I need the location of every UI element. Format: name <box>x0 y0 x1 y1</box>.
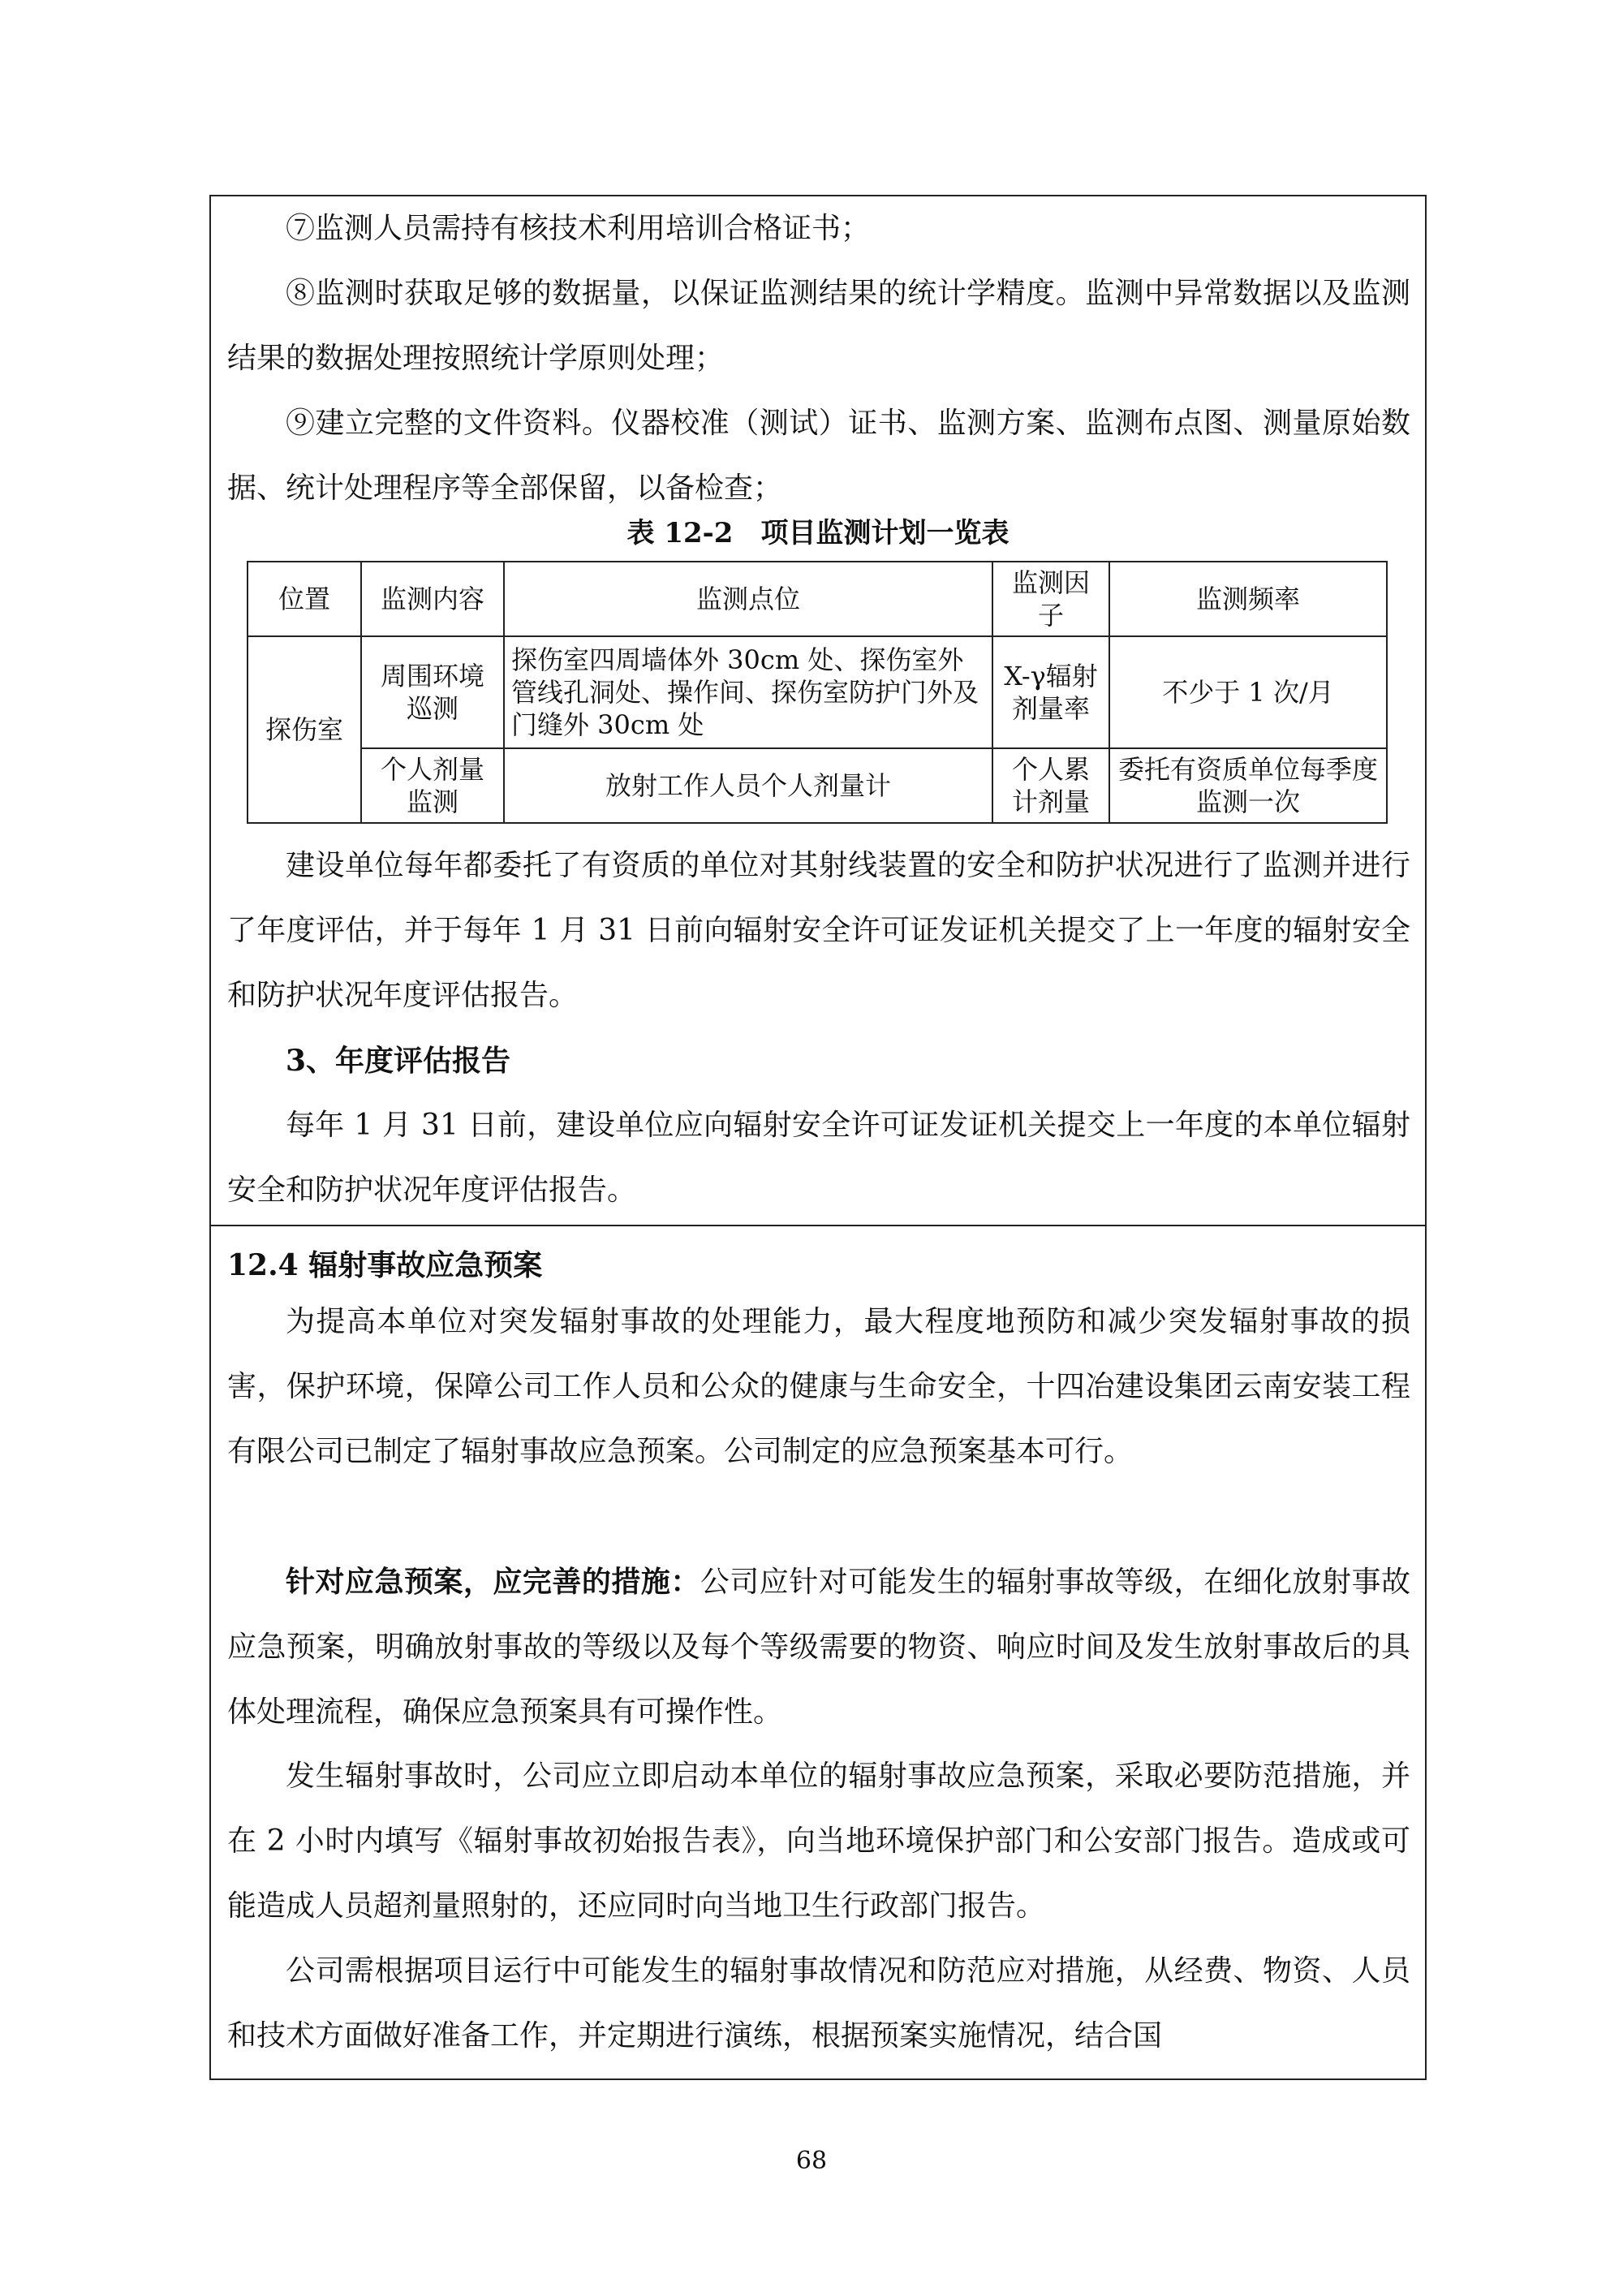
cell-frequency: 不少于 1 次/月 <box>1109 636 1387 748</box>
cell-factor: 个人累计剂量 <box>992 748 1109 823</box>
emergency-paragraph-3: 发生辐射事故时，公司应立即启动本单位的辐射事故应急预案，采取必要防范措施，并在 2 小时内填写《辐射事故初始报告表》，向当地环境保护部门和公安部门报告。造成或可能造成人员超剂量照射的，还应同时向当地卫生行政部门报告。 <box>227 1760 1410 1923</box>
emergency-paragraph-4: 公司需根据项目运行中可能发生的辐射事故情况和防范应对措施，从经费、物资、人员和技术方面做好准备工作，并定期进行演练，根据预案实施情况，结合国 <box>227 1954 1410 2053</box>
cell-points: 放射工作人员个人剂量计 <box>504 748 992 823</box>
cell-points: 探伤室四周墙体外 30cm 处、探伤室外管线孔洞处、操作间、探伤室防护门外及门缝外 30cm 处 <box>504 636 992 748</box>
header-location: 位置 <box>248 562 361 636</box>
measures-label: 针对应急预案，应完善的措施： <box>286 1565 700 1599</box>
cell-content: 个人剂量监测 <box>361 748 504 823</box>
table-header-row <box>248 562 1387 636</box>
table-row <box>248 636 1387 748</box>
cell-location: 探伤室 <box>248 636 361 823</box>
annual-monitoring-paragraph: 建设单位每年都委托了有资质的单位对其射线装置的安全和防护状况进行了监测并进行了年度评估，并于每年 1 月 31 日前向辐射安全许可证发证机关提交了上一年度的辐射安全和防护状况年度评估报告。 <box>227 849 1410 1012</box>
annual-report-text: 每年 1 月 31 日前，建设单位应向辐射安全许可证发证机关提交上一年度的本单位辐射安全和防护状况年度评估报告。 <box>227 1109 1410 1207</box>
annual-report-heading: 3、年度评估报告 <box>286 1044 511 1078</box>
section-divider <box>211 1225 1425 1226</box>
content-frame <box>209 195 1427 2080</box>
table-title: 表 12-2 项目监测计划一览表 <box>626 517 1010 549</box>
emergency-paragraph-1: 为提高本单位对突发辐射事故的处理能力，最大程度地预防和减少突发辐射事故的损害，保护环境，保障公司工作人员和公众的健康与生命安全，十四冶建设集团云南安装工程有限公司已制定了辐射事故应急预案。公司制定的应急预案基本可行。 <box>227 1305 1410 1468</box>
section-heading: 12.4 辐射事故应急预案 <box>227 1248 543 1282</box>
measures-text: 公司应针对可能发生的辐射事故等级，在细化放射事故应急预案，明确放射事故的等级以及每个等级需要的物资、响应时间及发生放射事故后的具体处理流程，确保应急预案具有可操作性。 <box>227 1566 1410 1729</box>
cell-content: 周围环境巡测 <box>361 636 504 748</box>
table-row <box>248 748 1387 823</box>
requirement-item-9: ⑨建立完整的文件资料。仪器校准（测试）证书、监测方案、监测布点图、测量原始数据、统计处理程序等全部保留，以备检查； <box>227 407 1410 505</box>
requirement-item-8: ⑧监测时获取足够的数据量，以保证监测结果的统计学精度。监测中异常数据以及监测结果的数据处理按照统计学原则处理； <box>227 277 1410 375</box>
cell-factor: X-γ辐射剂量率 <box>992 636 1109 748</box>
header-content: 监测内容 <box>361 562 504 636</box>
cell-frequency: 委托有资质单位每季度监测一次 <box>1109 748 1387 823</box>
header-factor: 监测因子 <box>992 562 1109 636</box>
monitoring-plan-table <box>247 561 1388 824</box>
requirement-item-7: ⑦监测人员需持有核技术利用培训合格证书； <box>286 212 871 245</box>
emergency-measures-paragraph <box>211 1549 1425 1745</box>
header-points: 监测点位 <box>504 562 992 636</box>
header-frequency: 监测频率 <box>1109 562 1387 636</box>
page-number: 68 <box>795 2147 828 2175</box>
